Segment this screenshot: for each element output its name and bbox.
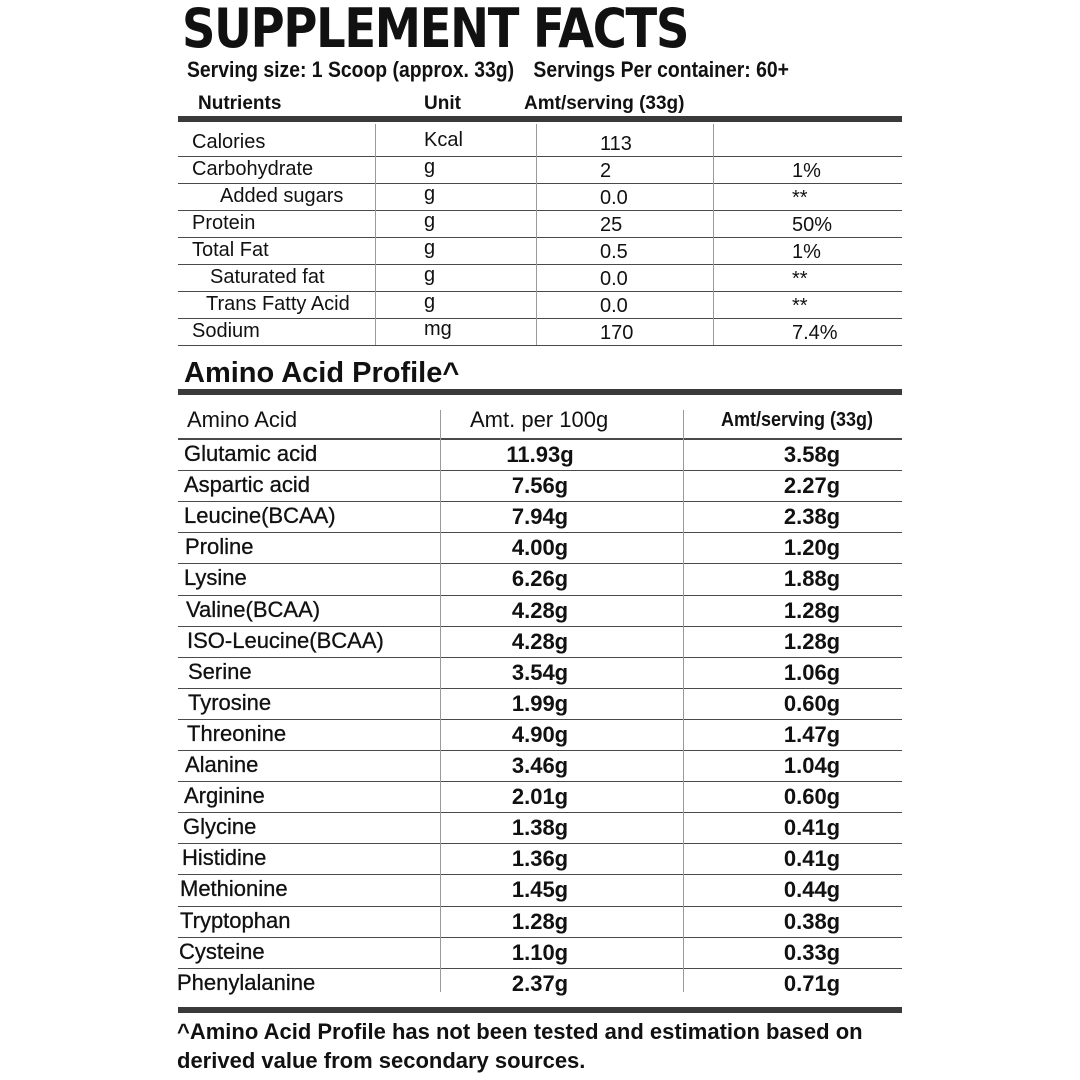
amino-name: Glutamic acid bbox=[184, 441, 318, 466]
nutrient-amount: 25 bbox=[600, 214, 623, 236]
nutrient-name: Added sugars bbox=[220, 185, 344, 207]
row-divider bbox=[178, 937, 902, 938]
row-divider bbox=[178, 781, 902, 782]
row-divider bbox=[178, 750, 902, 751]
amino-serving: 1.28g bbox=[783, 598, 841, 623]
amino-title-rule bbox=[178, 389, 902, 395]
nutrient-name: Saturated fat bbox=[210, 266, 325, 288]
row-divider bbox=[178, 318, 902, 319]
nutrient-unit: g bbox=[424, 264, 436, 286]
amino-per100: 7.94g bbox=[511, 504, 569, 529]
amino-serving: 0.41g bbox=[783, 815, 841, 840]
amino-name: Proline bbox=[185, 534, 254, 559]
servings-per-container: Servings Per container: 60+ bbox=[533, 57, 789, 82]
amino-name: Serine bbox=[188, 659, 252, 684]
amino-serving: 1.28g bbox=[783, 629, 841, 654]
amino-per100: 11.93g bbox=[506, 442, 574, 467]
nutrient-name: Calories bbox=[192, 131, 266, 153]
nutrient-dv: ** bbox=[792, 187, 808, 209]
amino-per100: 4.00g bbox=[511, 535, 569, 560]
serving-info bbox=[187, 57, 789, 83]
amino-serving: 0.60g bbox=[783, 784, 841, 809]
column-divider bbox=[683, 410, 684, 992]
amino-serving: 1.06g bbox=[783, 660, 841, 685]
row-divider bbox=[178, 719, 902, 720]
amino-serving: 1.20g bbox=[783, 535, 841, 560]
nutrition-header-rule bbox=[178, 116, 902, 122]
amino-name-header: Amino Acid bbox=[187, 407, 298, 432]
amino-serving: 3.58g bbox=[783, 442, 841, 467]
nutrient-unit: g bbox=[424, 237, 436, 259]
unit-header: Unit bbox=[424, 93, 461, 114]
row-divider bbox=[178, 237, 902, 238]
column-divider bbox=[440, 410, 441, 992]
nutrient-dv: ** bbox=[792, 295, 808, 317]
amino-per100: 4.28g bbox=[511, 598, 569, 623]
amino-per100: 4.28g bbox=[511, 629, 569, 654]
amino-name: Tyrosine bbox=[188, 690, 272, 715]
nutrient-name: Total Fat bbox=[192, 239, 269, 261]
amino-name: Phenylalanine bbox=[177, 970, 316, 995]
amino-per100: 2.37g bbox=[511, 971, 569, 996]
row-divider bbox=[178, 812, 902, 813]
nutrient-dv: 1% bbox=[792, 241, 821, 263]
amino-serving: 0.60g bbox=[783, 691, 841, 716]
page-title: SUPPLEMENT FACTS bbox=[182, 0, 689, 60]
column-divider bbox=[713, 124, 714, 345]
amino-name: Tryptophan bbox=[180, 908, 291, 933]
amino-name: Glycine bbox=[183, 814, 257, 839]
column-divider bbox=[536, 124, 537, 345]
amino-name: Lysine bbox=[184, 565, 247, 590]
amino-per100: 7.56g bbox=[511, 473, 569, 498]
amino-name: Threonine bbox=[187, 721, 287, 746]
amino-per100-header: Amt. per 100g bbox=[470, 407, 609, 432]
nutrient-name: Protein bbox=[192, 212, 256, 234]
nutrient-dv: 7.4% bbox=[792, 322, 838, 344]
amino-per100: 2.01g bbox=[511, 784, 569, 809]
amino-name: Arginine bbox=[184, 783, 265, 808]
amino-per100: 3.46g bbox=[511, 753, 569, 778]
nutrient-amount: 0.5 bbox=[600, 241, 628, 263]
nutrient-amount: 0.0 bbox=[600, 268, 628, 290]
amino-per100: 6.26g bbox=[511, 566, 569, 591]
amino-name: Leucine(BCAA) bbox=[184, 503, 336, 528]
nutrient-unit: g bbox=[424, 183, 436, 205]
nutrient-unit: g bbox=[424, 156, 436, 178]
row-divider bbox=[178, 345, 902, 346]
nutrient-amount: 170 bbox=[600, 322, 634, 344]
serving-size: Serving size: 1 Scoop (approx. 33g) bbox=[187, 57, 515, 82]
amino-name: Aspartic acid bbox=[184, 472, 310, 497]
amino-per100: 4.90g bbox=[511, 722, 569, 747]
amino-serving: 0.41g bbox=[783, 846, 841, 871]
amino-serving: 1.04g bbox=[783, 753, 841, 778]
nutrient-unit: g bbox=[424, 210, 436, 232]
nutrient-dv: 1% bbox=[792, 160, 821, 182]
amino-serving: 0.71g bbox=[783, 971, 841, 996]
amino-name: Valine(BCAA) bbox=[186, 597, 321, 622]
row-divider bbox=[178, 563, 902, 564]
nutrient-amount: 0.0 bbox=[600, 295, 628, 317]
amino-bottom-rule bbox=[178, 1007, 902, 1013]
amino-serving: 2.38g bbox=[783, 504, 841, 529]
amino-per100: 1.36g bbox=[511, 846, 569, 871]
nutrient-dv: ** bbox=[792, 268, 808, 290]
nutrient-name: Trans Fatty Acid bbox=[206, 293, 350, 315]
nutrient-unit: Kcal bbox=[424, 129, 463, 151]
amino-name: Cysteine bbox=[179, 939, 265, 964]
amino-serving: 1.88g bbox=[783, 566, 841, 591]
row-divider bbox=[178, 688, 902, 689]
amino-per100: 1.45g bbox=[511, 877, 569, 902]
amino-name: Alanine bbox=[185, 752, 259, 777]
amino-per100: 3.54g bbox=[511, 660, 569, 685]
amino-name: Histidine bbox=[182, 845, 267, 870]
footnote: ^Amino Acid Profile has not been tested and estimation based on derived value from secondary sources. bbox=[177, 1019, 863, 1073]
amino-name: Methionine bbox=[180, 876, 288, 901]
row-divider bbox=[178, 210, 902, 211]
row-divider bbox=[178, 843, 902, 844]
row-divider bbox=[178, 657, 902, 658]
column-divider bbox=[375, 124, 376, 345]
amino-per100: 1.38g bbox=[511, 815, 569, 840]
nutrient-unit: mg bbox=[424, 318, 452, 340]
nutrient-dv: 50% bbox=[792, 214, 833, 236]
amino-serving: 2.27g bbox=[783, 473, 841, 498]
amino-per100: 1.28g bbox=[511, 909, 569, 934]
nutrient-amount: 0.0 bbox=[600, 187, 628, 209]
amino-title: Amino Acid Profile^ bbox=[184, 357, 460, 389]
amount-header: Amt/serving (33g) bbox=[524, 93, 685, 114]
nutrients-header: Nutrients bbox=[198, 93, 282, 114]
amino-serving: 1.47g bbox=[783, 722, 841, 747]
nutrient-name: Carbohydrate bbox=[192, 158, 314, 180]
amino-serving: 0.38g bbox=[783, 909, 841, 934]
nutrient-amount: 2 bbox=[600, 160, 612, 182]
nutrient-name: Sodium bbox=[192, 320, 260, 342]
amino-serving: 0.33g bbox=[783, 940, 841, 965]
amino-per100: 1.10g bbox=[511, 940, 569, 965]
amino-serving: 0.44g bbox=[783, 877, 841, 902]
amino-serving-header: Amt/serving (33g) bbox=[721, 409, 874, 431]
row-divider bbox=[178, 532, 902, 533]
amino-name: ISO-Leucine(BCAA) bbox=[187, 628, 384, 653]
amino-per100: 1.99g bbox=[511, 691, 569, 716]
nutrient-unit: g bbox=[424, 291, 436, 313]
nutrient-amount: 113 bbox=[600, 133, 632, 155]
